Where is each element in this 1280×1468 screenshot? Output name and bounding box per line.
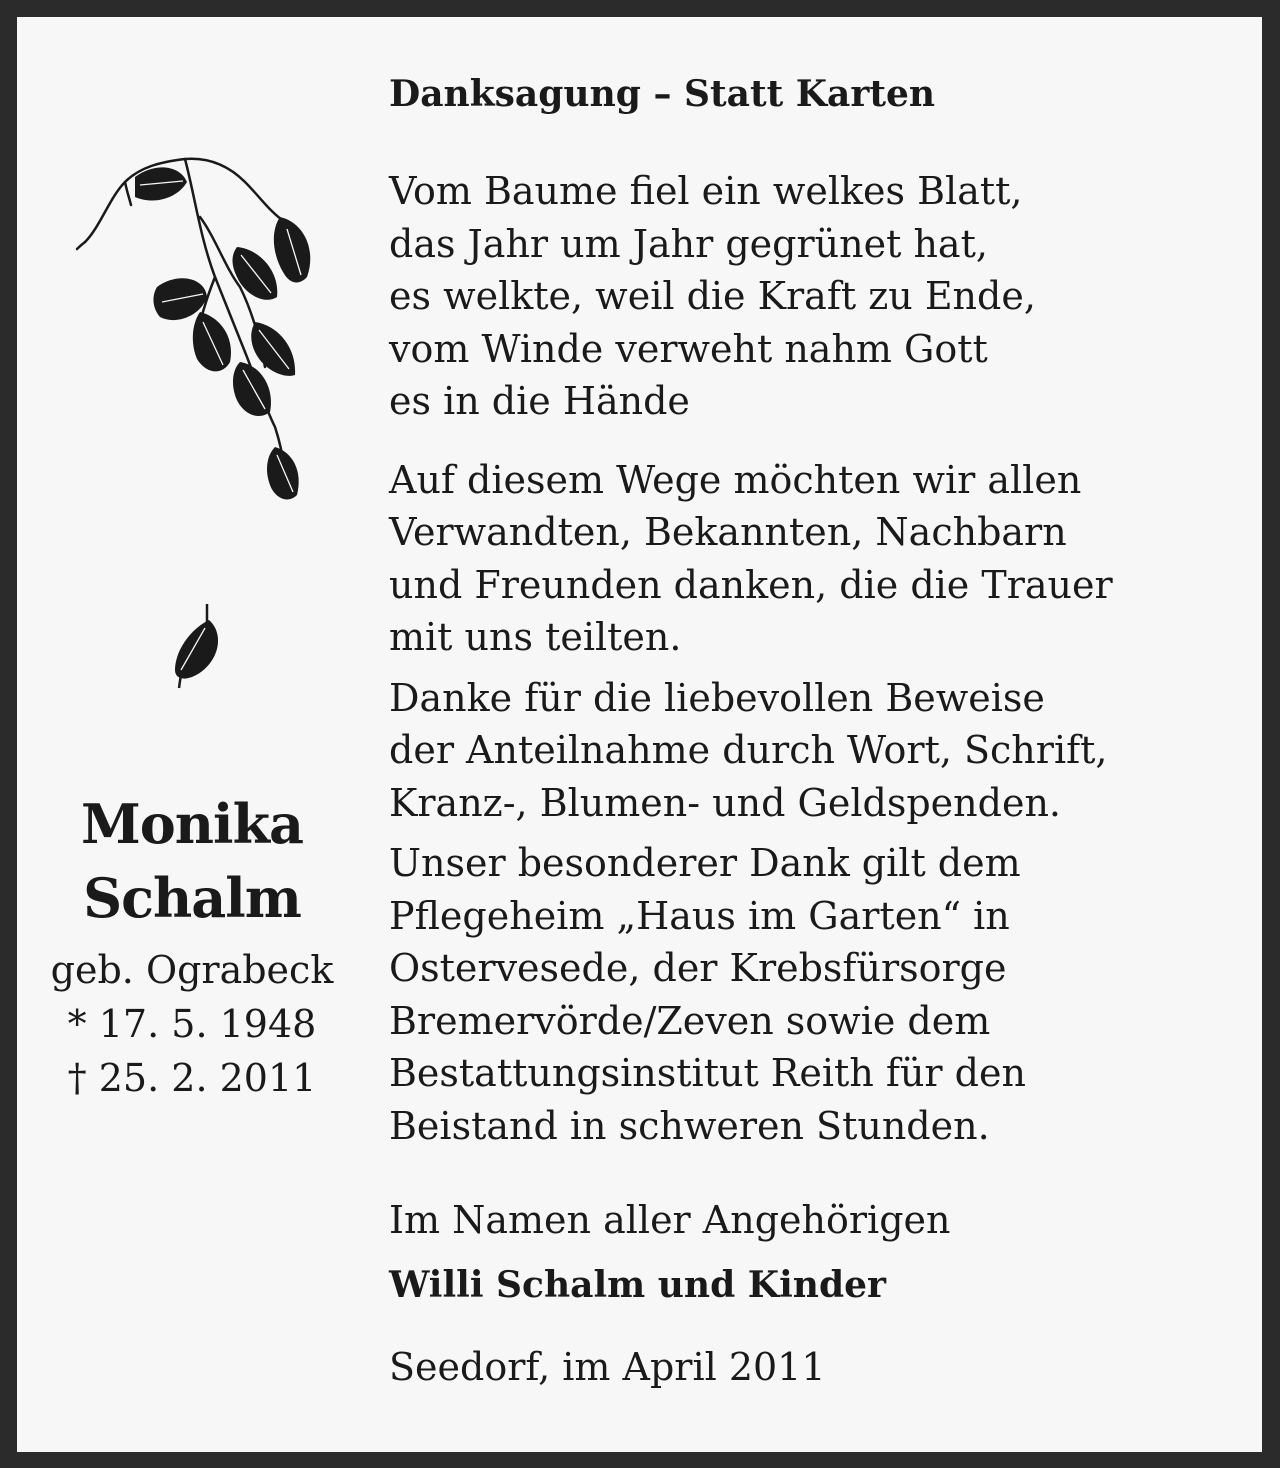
deceased-death-date: † 25. 2. 2011: [67, 1056, 317, 1100]
place-date-line: Seedorf, im April 2011: [389, 1344, 826, 1389]
poem-line: es in die Hände: [389, 379, 690, 423]
thanks-paragraph: [389, 454, 1249, 664]
deceased-birth-name: geb. Ograbeck: [50, 948, 334, 992]
birch-branch-icon: [65, 137, 315, 517]
text-line: und Freunden danken, die die Trauer: [389, 562, 1113, 607]
page-title: Danksagung – Statt Karten: [389, 73, 936, 115]
poem: [389, 165, 1249, 428]
poem-line: das Jahr um Jahr gegrünet hat,: [389, 221, 988, 266]
text-line: Kranz-, Blumen- und Geldspenden.: [389, 780, 1061, 825]
deceased-last-name: Schalm: [83, 866, 301, 930]
special-thanks-paragraph: [389, 837, 1249, 1152]
left-column: [17, 17, 377, 1452]
text-line: Beistand in schweren Stunden.: [389, 1103, 990, 1148]
poem-line: vom Winde verweht nahm Gott: [389, 326, 988, 371]
text-line: Danke für die liebevollen Beweise: [389, 675, 1045, 720]
falling-leaf-icon: [167, 602, 227, 692]
obituary-card: [17, 17, 1262, 1452]
text-line: Bremervörde/Zeven sowie dem: [389, 998, 991, 1043]
place-date: [389, 1341, 1249, 1394]
deceased-info: [17, 787, 367, 1105]
poem-line: es welkte, weil die Kraft zu Ende,: [389, 274, 1036, 318]
signature: Willi Schalm und Kinder: [389, 1263, 886, 1306]
text-line: Auf diesem Wege möchten wir allen: [389, 457, 1082, 502]
text-line: Unser besonderer Dank gilt dem: [389, 841, 1021, 885]
text-line: Verwandten, Bekannten, Nachbarn: [389, 510, 1067, 554]
text-line: Bestattungsinstitut Reith für den: [389, 1051, 1026, 1095]
deceased-first-name: Monika: [81, 792, 303, 856]
closing-line: Im Namen aller Angehörigen: [389, 1198, 951, 1242]
text-line: der Anteilnahme durch Wort, Schrift,: [389, 728, 1108, 772]
proofs-paragraph: [389, 672, 1249, 830]
closing: [389, 1194, 1249, 1247]
text-line: mit uns teilten.: [389, 615, 682, 659]
deceased-born-date: * 17. 5. 1948: [67, 1002, 317, 1046]
text-line: Ostervesede, der Krebsfürsorge: [389, 946, 1007, 990]
right-column: [389, 69, 1249, 1393]
text-line: Pflegeheim „Haus im Garten“ in: [389, 893, 1010, 938]
poem-line: Vom Baume fiel ein welkes Blatt,: [389, 169, 1023, 213]
